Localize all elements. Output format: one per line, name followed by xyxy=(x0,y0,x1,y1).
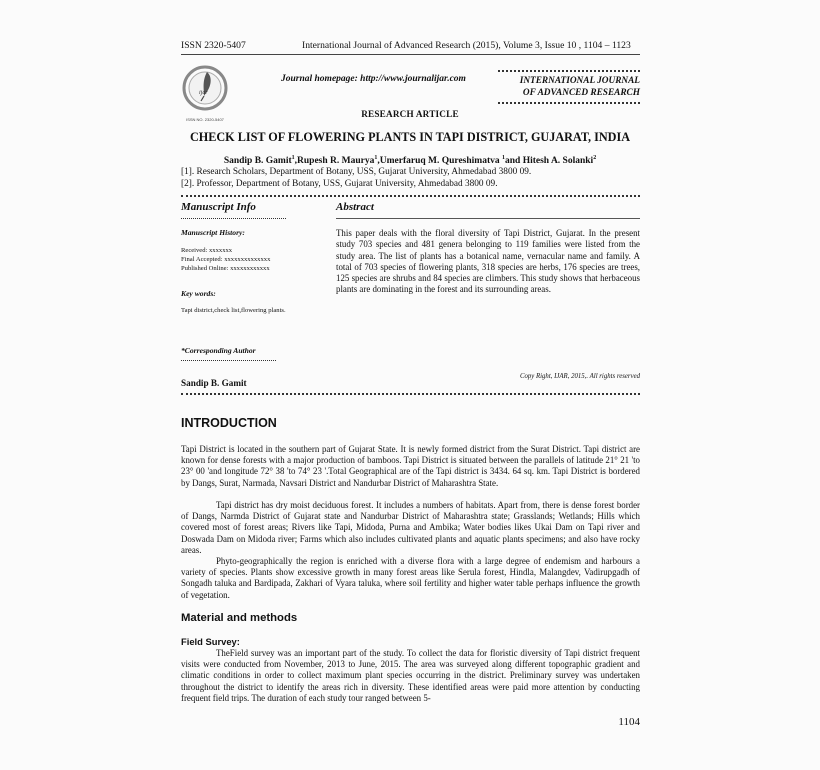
abstract-text: This paper deals with the floral diversity of Tapi District, Gujarat. In the present study 703 species and 481 genera belonging to 119 families were listed from the study area. The list of plants has a botanical name, vernacular name and family. A total of 703 species of flowering plants, 318 species are herbs, 176 species are trees, 125 species are shrubs and 84 species are climbers. This study shows that herbaceous plants are dominating in the forest and its surrounding areas. xyxy=(336,228,640,295)
keywords: Tapi district,check list,flowering plants. xyxy=(181,307,286,314)
svg-text:ijar: ijar xyxy=(199,90,208,96)
header-issn: ISSN 2320-5407 xyxy=(181,40,246,51)
abstract-rule xyxy=(336,218,640,219)
journal-name-line1: INTERNATIONAL JOURNAL xyxy=(519,76,640,86)
intro-paragraph-1: Tapi District is located in the southern part of Gujarat State. It is newly formed district from the Surat District. Tapi district are known for dense forests with a major production of bamboos. Tapi District is situated between the parallels of latitude 21° 21 'to 23° 00 'and longitude 72° 38 'to 74° 23 '.Total Geographical are of the Tapi district is 3434. 64 sq. km. Tapi District is bordered by Dangs, Surat, Narmada, Navsari District and Nandurbar District of Maharashtra State. xyxy=(181,444,640,488)
field-survey-heading: Field Survey: xyxy=(181,636,240,647)
author-list xyxy=(0,155,820,166)
published-date: Published Online: xxxxxxxxxxxx xyxy=(181,265,270,272)
manuscript-history-label: Manuscript History: xyxy=(181,228,245,237)
author-sup: 2 xyxy=(593,155,597,161)
dotted-rule xyxy=(181,218,286,219)
journal-name-box xyxy=(498,70,640,104)
introduction-heading: INTRODUCTION xyxy=(181,416,277,430)
article-type: RESEARCH ARTICLE xyxy=(361,109,459,119)
intro-paragraph-2: Tapi district has dry moist deciduous forest. It includes a numbers of habitats. Apart from, there is dense forest border of Dangs, Narmda District of Gujarat state and Nandurbar District of Maharashtra state; Grasslands; Wetlands; Hills which covered most of forest areas; Rivers like Tapi, Midoda, Purna and Ambika; Water bodies likes Ukai Dam on Tapi river and Doswada Dam on Midoda river; Farms which also includes cultivated plants and aquatic plants specimens; and also have rocky areas. xyxy=(181,500,640,555)
corresponding-author-name: Sandip B. Gamit xyxy=(181,378,247,388)
author-sup: 1 xyxy=(291,155,295,161)
methods-paragraph-1: TheField survey was an important part of the study. To collect the data for floristic diversity of Tapi district frequent visits were conducted from November, 2013 to June, 2015. The area was surveyed along different topographic gradient and climatic conditions in order to collect maximum plant species occurring in the district. Preliminary survey was undertaken throughout the district to identify the areas rich in diversity. These identified areas were paid more attention by conducting frequent field trips. The duration of each study tour ranged between 5- xyxy=(181,648,640,703)
author-name: Sandip B. Gamit xyxy=(223,156,292,167)
author-separator: and xyxy=(505,156,523,167)
author-separator: , xyxy=(377,156,380,167)
header-rule xyxy=(181,54,640,55)
article-title: CHECK LIST OF FLOWERING PLANTS IN TAPI DISTRICT, GUJARAT, INDIA xyxy=(189,130,631,144)
author-separator: , xyxy=(294,156,298,167)
keywords-label: Key words: xyxy=(181,289,216,298)
journal-name xyxy=(498,72,640,102)
intro-paragraph-3: Phyto-geographically the region is enriched with a diverse flora with a large degree of endemism and harbours a variety of species. Plants show excessive growth in many forest areas like Serula forest, Hindla, Malangdev, Vadirupgadh of Songadh taluka and Bardipada, Zakhari of Vyara taluka, where soil fertility and higher water table perhaps influence the growth of vegetation. xyxy=(181,556,640,600)
dotted-rule xyxy=(181,195,640,197)
received-date: Received: xxxxxxx xyxy=(181,247,233,254)
manuscript-history xyxy=(181,246,321,273)
journal-name-line2: OF ADVANCED RESEARCH xyxy=(522,88,640,98)
dotted-rule xyxy=(181,393,640,395)
svg-text:ISSN NO. 2320-5407: ISSN NO. 2320-5407 xyxy=(186,117,224,122)
header-citation: International Journal of Advanced Research (2015), Volume 3, Issue 10 , 1104 – 1123 xyxy=(302,40,631,51)
methods-heading: Material and methods xyxy=(181,612,298,624)
abstract-heading: Abstract xyxy=(336,201,374,213)
affiliation-1: [1]. Research Scholars, Department of Botany, USS, Gujarat University, Ahmedabad 3800 09. xyxy=(181,167,532,177)
author-name: Hitesh A. Solanki xyxy=(522,156,594,167)
author-name: Rupesh R. Maurya xyxy=(297,156,375,167)
dotted-rule xyxy=(181,360,276,361)
author-sup: 1 xyxy=(374,155,378,161)
author-name: Umerfaruq M. Qureshimatva xyxy=(379,156,502,167)
author-sup: 1 xyxy=(502,155,505,161)
journal-homepage: Journal homepage: http://www.journalijar.com xyxy=(281,74,466,84)
corresponding-author-label: *Corresponding Author xyxy=(181,346,256,355)
copyright: Copy Right, IJAR, 2015,. All rights reserved xyxy=(519,373,640,380)
dotted-rule xyxy=(498,102,640,104)
manuscript-info-heading: Manuscript Info xyxy=(181,201,256,213)
page-number: 1104 xyxy=(618,716,640,728)
accepted-date: Final Accepted: xxxxxxxxxxxxxx xyxy=(181,256,271,263)
affiliation-2: [2]. Professor, Department of Botany, USS, Gujarat University, Ahmedabad 3800 09. xyxy=(181,179,498,189)
